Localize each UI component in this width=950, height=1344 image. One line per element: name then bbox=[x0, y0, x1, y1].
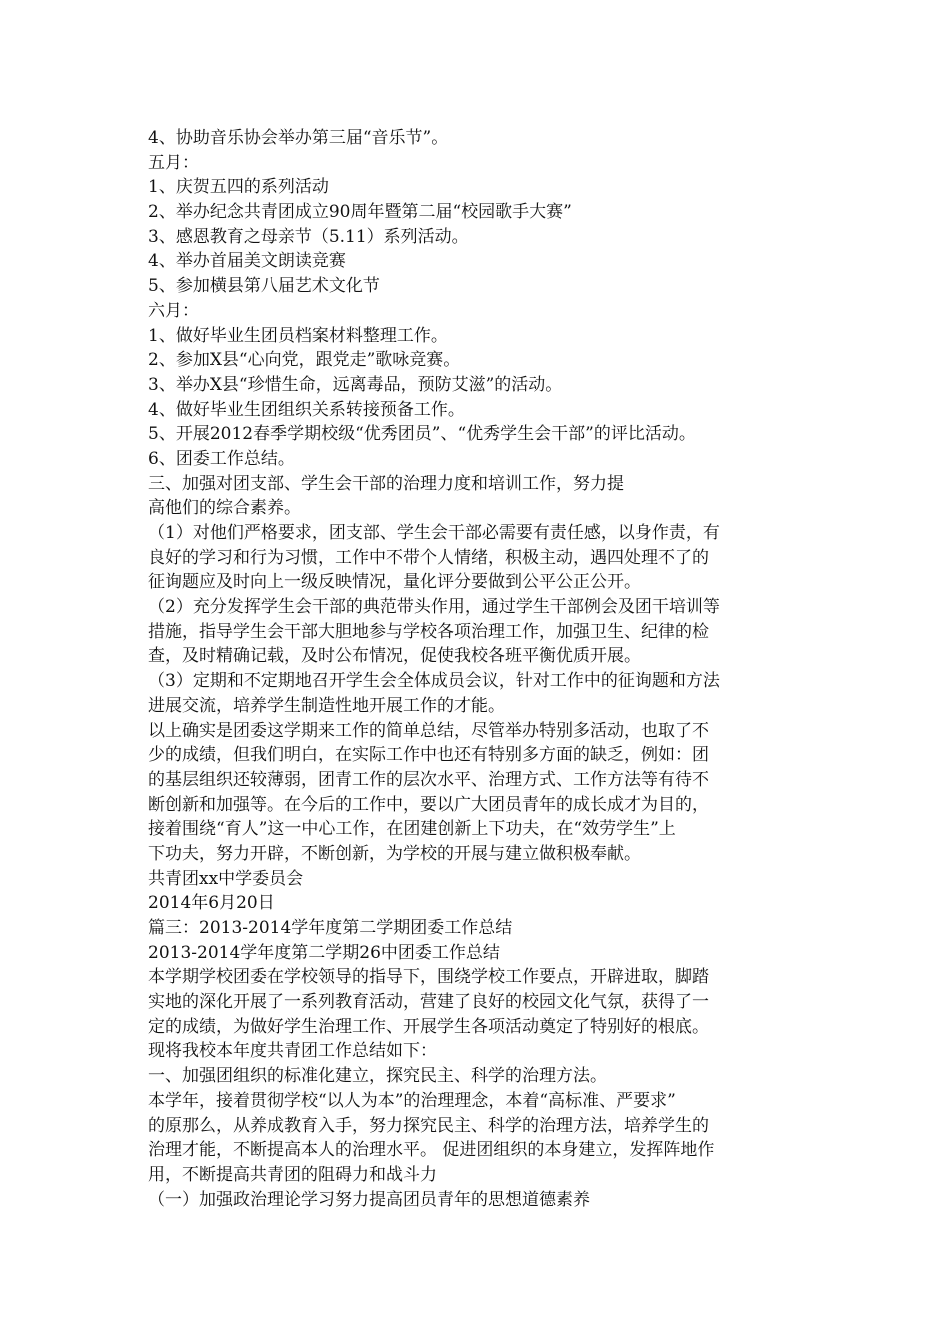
paragraph-line: 的原那么，从养成教育入手，努力探究民主、科学的治理方法，培养学生的 bbox=[148, 1115, 709, 1136]
paragraph-line: 查，及时精确记载，及时公布情况，促使我校各班平衡优质开展。 bbox=[148, 646, 641, 667]
section-heading-one: 一、加强团组织的标准化建立，探究民主、科学的治理方法。 bbox=[148, 1066, 607, 1087]
text-line: 4、做好毕业生团组织关系转接预备工作。 bbox=[148, 399, 465, 420]
paragraph-line: 本学期学校团委在学校领导的指导下，围绕学校工作要点，开辟进取，脚踏 bbox=[148, 967, 709, 988]
paragraph-line: 用，不断提高共青团的阻碍力和战斗力 bbox=[148, 1164, 437, 1185]
text-line: 5、参加横县第八届艺术文化节 bbox=[148, 276, 380, 297]
text-line: 6、团委工作总结。 bbox=[148, 448, 295, 469]
paragraph-line: 现将我校本年度共青团工作总结如下： bbox=[148, 1041, 437, 1062]
text-line: 3、举办X县“珍惜生命，远离毒品，预防艾滋”的活动。 bbox=[148, 374, 563, 395]
signature-date: 2014年6月20日 bbox=[148, 893, 275, 914]
paragraph-line: 措施，指导学生会干部大胆地参与学校各项治理工作，加强卫生、纪律的检 bbox=[148, 621, 709, 642]
signature-organization: 共青团xx中学委员会 bbox=[148, 868, 304, 889]
paragraph-line: 进展交流，培养学生制造性地开展工作的才能。 bbox=[148, 695, 505, 716]
text-line: 1、做好毕业生团员档案材料整理工作。 bbox=[148, 325, 448, 346]
paragraph-line: 的基层组织还较薄弱，团青工作的层次水平、治理方式、工作方法等有待不 bbox=[148, 769, 709, 790]
paragraph-line: 接着围绕“育人”这一中心工作，在团建创新上下功夫，在“效劳学生”上 bbox=[148, 819, 676, 840]
text-line: 3、感恩教育之母亲节（5.11）系列活动。 bbox=[148, 226, 469, 247]
text-line: 4、协助音乐协会举办第三届“音乐节”。 bbox=[148, 128, 449, 148]
section-heading-three: 三、加强对团支部、学生会干部的治理力度和培训工作，努力提 bbox=[148, 473, 624, 494]
paragraph-line: 本学年，接着贯彻学校“以人为本”的治理理念，本着“高标准、严要求” bbox=[148, 1090, 676, 1111]
paragraph-line: 良好的学习和行为习惯，工作中不带个人情绪，积极主动，遇四处理不了的 bbox=[148, 547, 709, 568]
paragraph-line: （1）对他们严格要求，团支部、学生会干部必需要有责任感，以身作责，有 bbox=[148, 523, 720, 543]
section-heading-june: 六月： bbox=[148, 300, 199, 321]
document-title: 2013-2014学年度第二学期26中团委工作总结 bbox=[148, 942, 500, 963]
paragraph-line: 断创新和加强等。在今后的工作中，要以广大团员青年的成长成才为目的， bbox=[148, 794, 709, 815]
paragraph-line: 征询题应及时向上一级反映情况，量化评分要做到公平公正公开。 bbox=[148, 572, 641, 593]
text-line: 5、开展2012春季学期校级“优秀团员”、“优秀学生会干部”的评比活动。 bbox=[148, 424, 696, 445]
paragraph-line: （2）充分发挥学生会干部的典范带头作用，通过学生干部例会及团干培训等 bbox=[148, 597, 720, 618]
paragraph-line: 下功夫，努力开辟，不断创新，为学校的开展与建立做积极奉献。 bbox=[148, 843, 641, 864]
text-line: 2、参加X县“心向党，跟党走”歌咏竞赛。 bbox=[148, 350, 461, 371]
text-line: 高他们的综合素养。 bbox=[148, 498, 301, 519]
section-heading-may: 五月： bbox=[148, 152, 199, 173]
subsection-heading: （一）加强政治理论学习努力提高团员青年的思想道德素养 bbox=[148, 1189, 590, 1210]
text-line: 1、庆贺五四的系列活动 bbox=[148, 177, 329, 198]
paragraph-line: 定的成绩，为做好学生治理工作、开展学生各项活动奠定了特别好的根底。 bbox=[148, 1016, 709, 1037]
paragraph-line: 少的成绩，但我们明白，在实际工作中也还有特别多方面的缺乏，例如：团 bbox=[148, 745, 709, 766]
document-body bbox=[148, 126, 808, 1212]
paragraph-line: 实地的深化开展了一系列教育活动，营建了良好的校园文化气氛，获得了一 bbox=[148, 992, 709, 1013]
paragraph-line: （3）定期和不定期地召开学生会全体成员会议，针对工作中的征询题和方法 bbox=[148, 671, 720, 692]
text-line: 4、举办首届美文朗读竞赛 bbox=[148, 251, 346, 272]
paragraph-line: 以上确实是团委这学期来工作的简单总结，尽管举办特别多活动，也取了不 bbox=[148, 720, 709, 741]
text-line: 2、举办纪念共青团成立90周年暨第二届“校园歌手大赛” bbox=[148, 202, 572, 223]
paragraph-line: 治理才能，不断提高本人的治理水平。 促进团组织的本身建立，发挥阵地作 bbox=[148, 1140, 715, 1161]
chapter-title: 篇三：2013-2014学年度第二学期团委工作总结 bbox=[148, 918, 513, 938]
